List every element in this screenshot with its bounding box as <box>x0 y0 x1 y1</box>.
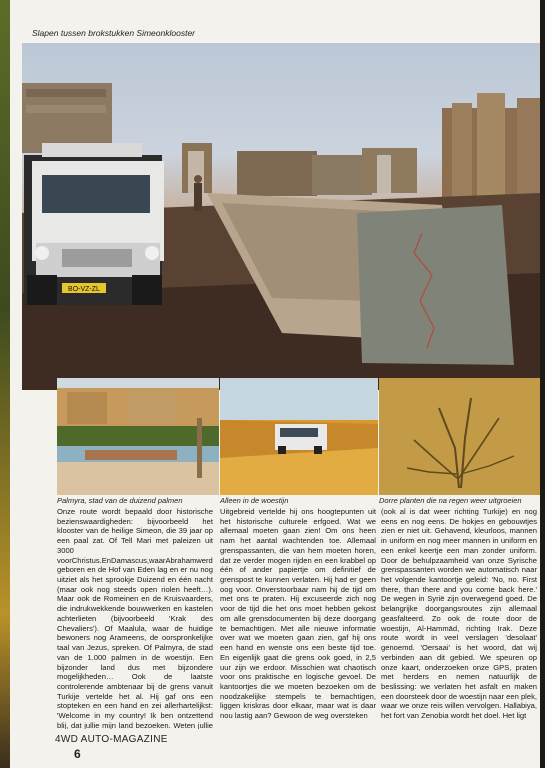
article-column-1: Onze route wordt bepaald door historische bezienswaardigheden: bijvoorbeeld het klooster van de heilige Simeon, die 39 jaar op een paal zat. Of Tell Mari met paleizen uit 3000 voorChristus.EnDamascus,waarAbrahamwerd geboren en de Hof van Eden lag en er nu nog uitziet als het sprookje Duizend en één nacht (maar ook nog steeds open riolen heeft…). Maar ook de Romeinen en de Kruisvaarders, die indrukwekkende bouwwerken en kastelen achterlieten (bijvoorbeeld 'Krak des Chevaliers'). Of Maalula, waar de huidige bewoners nog Arameens, de oorspronkelijke taal van Jezus, spreken. Of Palmyra, de stad van de 1.000 palmen in de woestijn. Een bijzonder land dus met bijzondere mogelijkheden… Ook de laatste controlerende ambtenaar bij de grens vanuit Turkije vertelde het al. Hij gaf ons een stopteken en een hand en zei allerhartelijkst: 'Welcome in my country! Ik ben ontzettend blij, dat jullie mijn land bezoeken. Weten jullie <box>57 507 213 729</box>
desert-plant-photo <box>379 378 540 495</box>
desert-vehicle-photo <box>220 378 378 495</box>
magazine-page <box>10 0 540 768</box>
desert-caption: Alleen in de woestijn <box>220 496 289 505</box>
article-column-2: Uitgebreid vertelde hij ons hoogtepunten uit het historische culturele erfgoed. Wat we allemaal moeten gaan zien! Om ons heen nam het aantal wachtenden toe. Allemaal grenspassanten, die van hem moeten horen, dat ze verder mogen rijden en een krabbel op één of ander papiertje om definitief de grenspost te kunnen verlaten. Hij had er geen oog voor. Onverstoorbaar nam hij de tijd om met ons te praten. Hij excuseerde zich nog voor de tijd die het ons moet hebben gekost om alle grensdocumenten bij deze doorgang te bemachtigen. Met alle nieuwe informatie over wat we moeten gaan zien, gaf hij ons een hand en wenste ons een beste tijd toe. En eigenlijk gaat die grens ook goed, in 2,5 uur zijn we erdoor. Misschien wat chaotisch voor ons praktische en logische gevoel. De kantoortjes die we moeten bezoeken om de noodzakelijke stempels te bemachtigen, liggen kriskras door elkaar, maar wat is daar nou lastig aan? Gewoon de weg oversteken <box>220 507 376 721</box>
article-column-3: (ook al is dat weer richting Turkije) en nog eens en nog eens. De hokjes en gebouwtjes zien er niet uit. Gehavend, kleurloos, mannen in uniform en nog meer mannen in uniform en een enkel keertje een man zonder uniform. Door de behulpzaamheid van onze Syrische grenspassanten worden we automatisch naar het volgende kantoortje geleid: 'No, no. First there, than there and you come back here.' De wegen in Syrië zijn overwegend goed. De belangrijke doorgangsroutes zijn allemaal geasfalteerd. Zo ook de route door de woestijn, Al-Hammād, richting Irak. Deze route wordt in veel verslagen 'desolaat' genoemd. 'Oersaai' is het woord, dat wij verbinden aan dit gebied. We speuren op onze kaart, onderzoeken onze GPS, praten met herders en nemen natuurlijk de beslissing: we verlaten het asfalt en maken een doorsteek door de woestijn naar een plek, waar we onze reis willen vervolgen. Hallabiya, het fort van Zenobia wordt het doel. Het ligt <box>381 507 537 721</box>
hero-illustration <box>22 43 540 390</box>
palmyra-caption: Palmyra, stad van de duizend palmen <box>57 496 183 505</box>
adjacent-page-edge-right <box>540 0 545 768</box>
palmyra-photo <box>57 378 219 495</box>
license-plate: BO-VZ-ZL <box>68 286 100 293</box>
page-number: 6 <box>74 747 81 761</box>
hero-caption: Slapen tussen brokstukken Simeonklooster <box>32 28 196 38</box>
adjacent-page-edge-left <box>0 0 10 768</box>
plants-caption: Dorre planten die na regen weer uitgroeien <box>379 496 522 505</box>
magazine-name: 4WD AUTO-MAGAZINE <box>55 734 168 745</box>
hero-photo <box>22 43 540 390</box>
